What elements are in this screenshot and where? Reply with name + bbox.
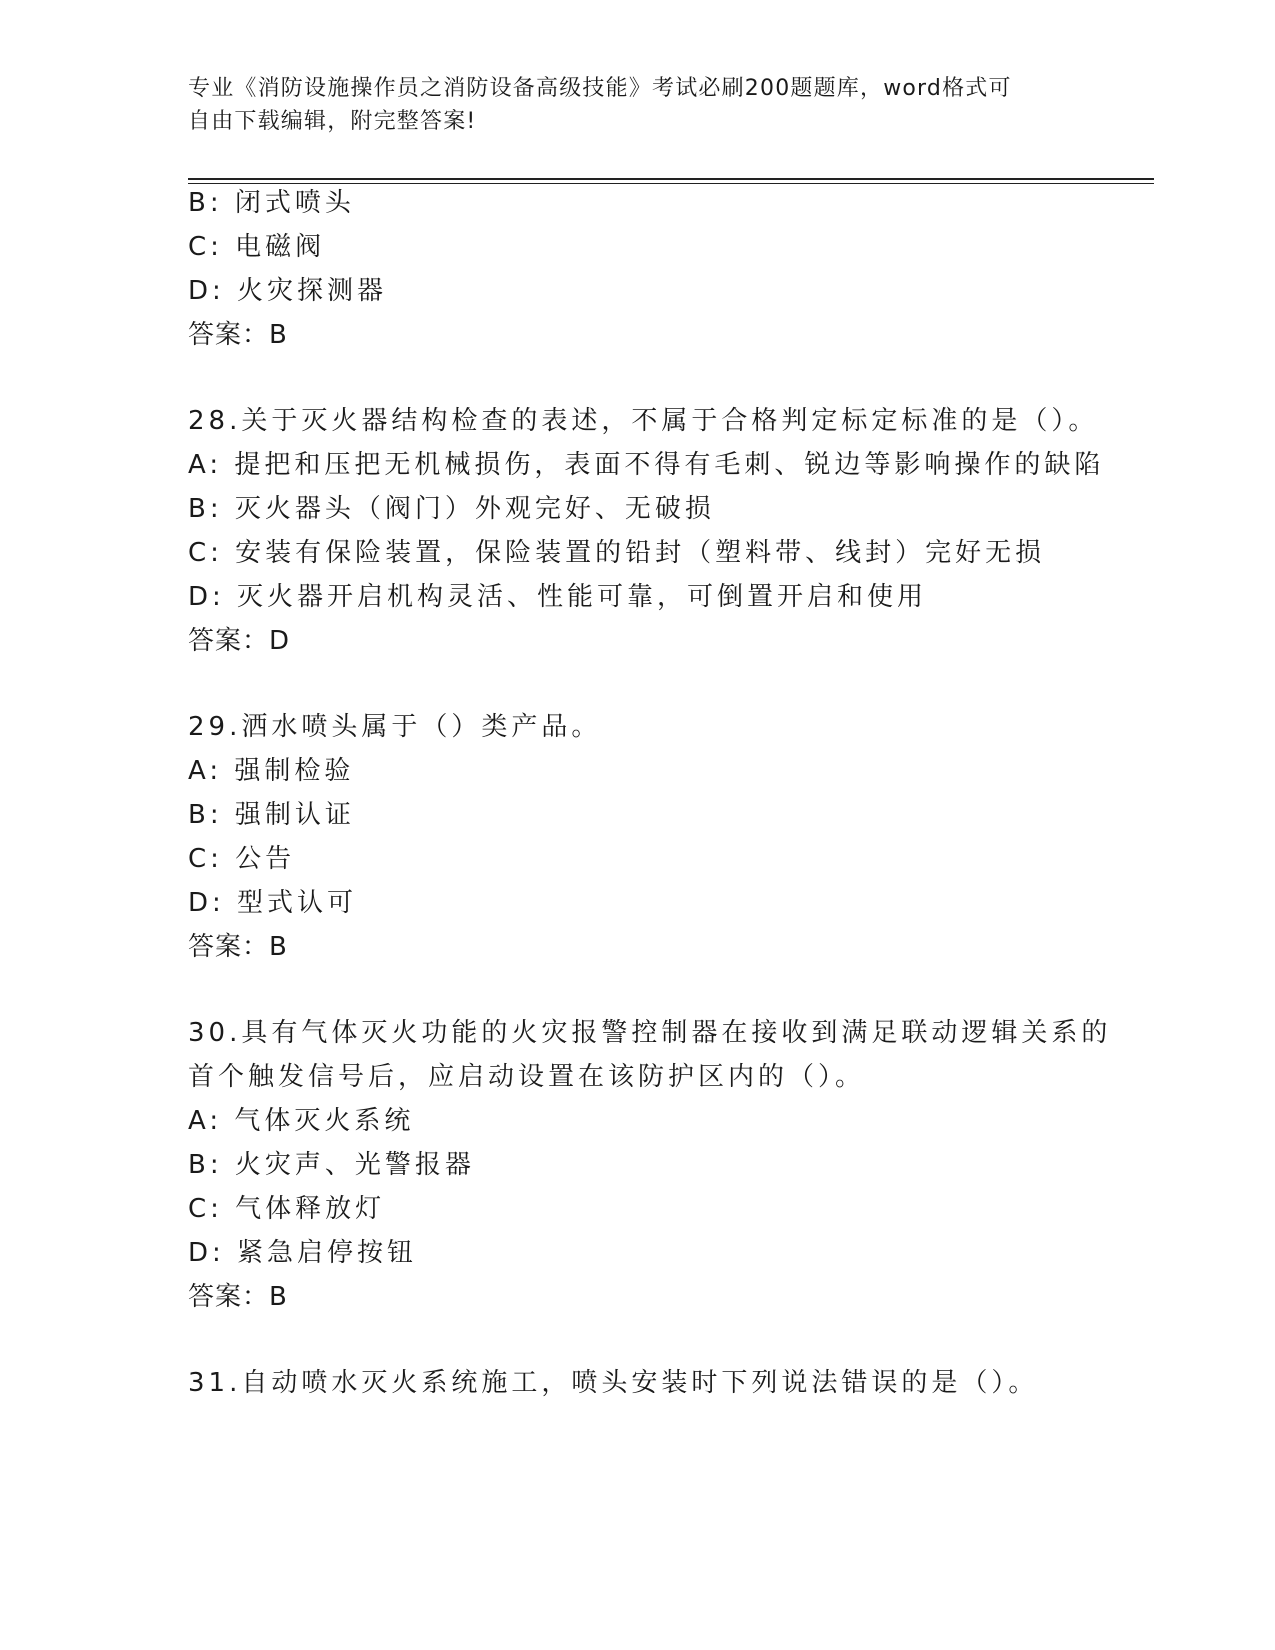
q29-option-b: B: 强制认证 [188,800,355,830]
q28-option-b: B: 灭火器头（阀门）外观完好、无破损 [188,494,715,524]
q30-option-b: B: 火灾声、光警报器 [188,1150,475,1180]
q30-stem-line-2: 首个触发信号后，应启动设置在该防护区内的（）。 [188,1062,866,1092]
prev-option-b: B: 闭式喷头 [188,188,355,218]
q31-stem: 31.自动喷水灭火系统施工，喷头安装时下列说法错误的是（）。 [188,1368,1039,1398]
prev-option-c: C: 电磁阀 [188,232,326,262]
q29-stem: 29.洒水喷头属于（）类产品。 [188,712,602,742]
q28-option-a: A: 提把和压把无机械损伤，表面不得有毛刺、锐边等影响操作的缺陷 [188,450,1105,480]
q30-option-a: A: 气体灭火系统 [188,1106,415,1136]
q28-option-c: C: 安装有保险装置，保险装置的铅封（塑料带、线封）完好无损 [188,538,1046,568]
q28-answer: 答案：D [188,626,291,656]
q29-option-d: D: 型式认可 [188,888,358,918]
q28-option-d: D: 灭火器开启机构灵活、性能可靠，可倒置开启和使用 [188,582,928,612]
q30-answer: 答案：B [188,1282,288,1312]
q29-option-a: A: 强制检验 [188,756,355,786]
q30-option-c: C: 气体释放灯 [188,1194,386,1224]
q29-option-c: C: 公告 [188,844,296,874]
header-title-line-2: 自由下载编辑，附完整答案! [188,109,477,134]
prev-option-d: D: 火灾探测器 [188,276,388,306]
document-header [188,72,1068,138]
q30-option-d: D: 紧急启停按钮 [188,1238,418,1268]
q30-stem-line-1: 30.具有气体灭火功能的火灾报警控制器在接收到满足联动逻辑关系的 [188,1018,1112,1048]
prev-answer: 答案：B [188,320,288,350]
q28-stem: 28.关于灭火器结构检查的表述，不属于合格判定标定标准的是（）。 [188,406,1099,436]
q29-answer: 答案：B [188,932,288,962]
header-title-line-1: 专业《消防设施操作员之消防设备高级技能》考试必刷200题题库，word格式可 [188,76,1012,101]
